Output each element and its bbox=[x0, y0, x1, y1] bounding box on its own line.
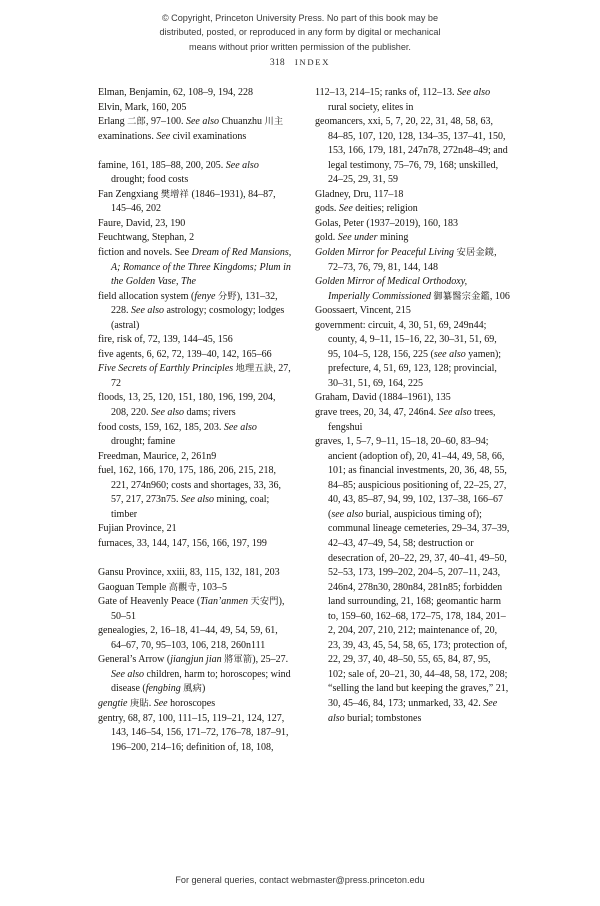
index-entry: Fan Zengxiang 樊增祥 (1846–1931), 84–87, 145–46, 202 bbox=[98, 188, 276, 215]
index-entry: gengtie 庚貼. See horoscopes bbox=[98, 697, 216, 709]
index-column-left bbox=[98, 86, 293, 826]
index-entry: fuel, 162, 166, 170, 175, 186, 206, 215, 218, 221, 274n960; costs and shortages, 33, 36, 57, 217, 273n75. See also mining, coal; timber bbox=[98, 465, 281, 520]
index-section-gap bbox=[98, 144, 293, 159]
index-entry: genealogies, 2, 16–18, 41–44, 49, 54, 59, 61, 64–67, 70, 95–103, 106, 218, 260n111 bbox=[98, 625, 278, 651]
index-entry: Five Secrets of Earthly Principles 地理五訣, 27, 72 bbox=[98, 363, 291, 389]
running-head bbox=[0, 57, 600, 68]
index-entry: Gate of Heavenly Peace (Tian’anmen 天安門), 50–51 bbox=[98, 596, 285, 622]
index-entry: Erlang 二郎, 97–100. See also Chuanzhu 川主 bbox=[98, 116, 284, 128]
index-entry: gentry, 68, 87, 100, 111–15, 119–21, 124, 127, 143, 146–54, 156, 171–72, 176–78, 187–91, 196–200, 214–16; definition of, 18, 108, bbox=[98, 712, 289, 753]
index-entry: Elvin, Mark, 160, 205 bbox=[98, 101, 187, 113]
index-entry: famine, 161, 185–88, 200, 205. See also drought; food costs bbox=[98, 159, 259, 186]
index-entry: floods, 13, 25, 120, 151, 180, 196, 199, 204, 208, 220. See also dams; rivers bbox=[98, 392, 276, 419]
index-entry: Gaoguan Temple 高觀寺, 103–5 bbox=[98, 581, 227, 593]
index-entry: Golden Mirror of Medical Orthodoxy, Imperially Commissioned 御纂醫宗金鑑, 106 bbox=[315, 276, 510, 302]
index-entry-continuation: 112–13, 214–15; ranks of, 112–13. See also rural society, elites in bbox=[315, 87, 491, 113]
index-entry: General’s Arrow (jiangjun jian 將軍箭), 25–27. See also children, harm to; horoscopes; wind disease (fengbing 風病) bbox=[98, 654, 291, 695]
index-entry: fire, risk of, 72, 139, 144–45, 156 bbox=[98, 334, 233, 346]
index-entry: furnaces, 33, 144, 147, 156, 166, 197, 199 bbox=[98, 537, 267, 549]
index-entry: Golden Mirror for Peaceful Living 安居金鏡, 72–73, 76, 79, 81, 144, 148 bbox=[315, 247, 497, 273]
index-entry: grave trees, 20, 34, 47, 246n4. See also trees, fengshui bbox=[315, 407, 496, 433]
index-entry: Faure, David, 23, 190 bbox=[98, 217, 186, 229]
index-entry: Graham, David (1884–1961), 135 bbox=[315, 392, 451, 404]
page-number: 318 bbox=[269, 57, 285, 68]
index-section-gap bbox=[98, 552, 293, 567]
footer-queries: For general queries, contact webmaster@press.princeton.edu bbox=[175, 875, 425, 885]
index-entry: gold. See under mining bbox=[315, 232, 409, 244]
index-entry: five agents, 6, 62, 72, 139–40, 142, 165–66 bbox=[98, 348, 272, 360]
copyright-line-3: means without prior written permission of the publisher. bbox=[189, 41, 411, 52]
index-entry: field allocation system (fenye 分野), 131–32, 228. See also astrology; cosmology; lodges (astral) bbox=[98, 290, 285, 331]
index-column-right bbox=[315, 86, 510, 826]
index-entry: graves, 1, 5–7, 9–11, 15–18, 20–60, 83–94; ancient (adoption of), 20, 41–44, 49, 58, 66, 101; as financial investments, 20, 36, 48, 55, 84–85; auspicious positioning of, 22–25, 27, 40, 43, 85–87, 94, 99, 102, 137–38, 166–67 (see also burial, auspicious timing of); communal lineage cemeteries, 29–34, 37–39, 42–43, 47–49, 54, 58; destruction or desecration of, 20–22, 29, 37, 40–41, 49–50, 52–53, 173, 199–202, 204–5, 207–11, 243, 246n4, 278n30, 280n84, 281n85; forbidden land surrounding, 21, 168; geomantic harm to, 159–60, 162–68, 172–75, 178, 184, 201–2, 204, 207, 210, 212; maintenance of, 20, 23, 39, 43, 45, 54, 58, 65, 173; protection of, 22, 29, 37, 40, 48–50, 55, 65, 84, 87, 95, 102; sale of, 20–21, 30, 44–48, 58, 172, 208; “selling the land but keeping the graves,” 21, 30, 45–46, 84, 173; unmarked, 33, 42. See also burial; tombstones bbox=[315, 436, 510, 724]
running-head-title: INDEX bbox=[294, 57, 331, 67]
index-entry: Fujian Province, 21 bbox=[98, 523, 177, 535]
index-entry: government: circuit, 4, 30, 51, 69, 249n44; county, 4, 9–11, 15–16, 22, 30–31, 51, 69, 95, 104–5, 128, 156, 225 (see also yamen); prefecture, 4, 51, 69, 123, 128; provincial, 30–31, 51, 69, 164, 225 bbox=[315, 319, 502, 389]
index-entry: Gladney, Dru, 117–18 bbox=[315, 188, 404, 200]
index-entry: geomancers, xxi, 5, 7, 20, 22, 31, 48, 58, 63, 84–85, 107, 120, 128, 134–35, 137–41, 150, 153, 166, 179, 181, 247n78, 272n48–49; and legal testimony, 75–76, 79, 168; unskilled, 24–25, 29, 31, 59 bbox=[315, 116, 508, 186]
index-entry: Feuchtwang, Stephan, 2 bbox=[98, 232, 195, 244]
copyright-notice bbox=[100, 11, 500, 54]
index-entry: fiction and novels. See Dream of Red Mansions, A; Romance of the Three Kingdoms; Plum in the Golden Vase, The bbox=[98, 247, 292, 288]
index-entry: Goossaert, Vincent, 215 bbox=[315, 305, 411, 317]
index-entry: examinations. See civil examinations bbox=[98, 130, 247, 142]
copyright-line-2: distributed, posted, or reproduced in any form by digital or mechanical bbox=[159, 27, 441, 38]
index-entry: gods. See deities; religion bbox=[315, 203, 418, 215]
index-entry: food costs, 159, 162, 185, 203. See also drought; famine bbox=[98, 421, 257, 448]
index-entry: Freedman, Maurice, 2, 261n9 bbox=[98, 450, 217, 462]
index-entry: Gansu Province, xxiii, 83, 115, 132, 181, 203 bbox=[98, 567, 280, 579]
index-entry: Elman, Benjamin, 62, 108–9, 194, 228 bbox=[98, 87, 253, 98]
copyright-line-1: © Copyright, Princeton University Press. No part of this book may be bbox=[161, 13, 439, 23]
index-columns bbox=[98, 86, 510, 826]
index-entry: Golas, Peter (1937–2019), 160, 183 bbox=[315, 217, 459, 229]
